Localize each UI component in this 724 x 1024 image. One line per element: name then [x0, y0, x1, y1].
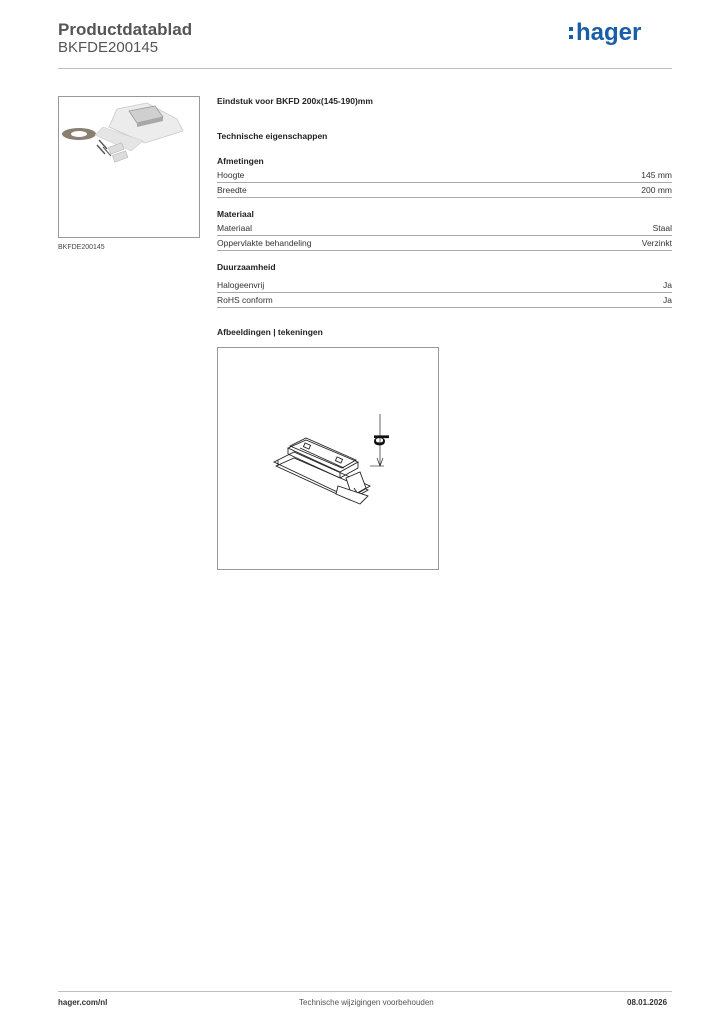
footer-website-link[interactable]: hager.com/nl	[58, 998, 108, 1007]
row-value: Ja	[663, 280, 672, 290]
row-label: Hoogte	[217, 170, 245, 180]
technical-heading: Technische eigenschappen	[217, 131, 328, 141]
group-title: Duurzaamheid	[217, 262, 276, 272]
group-afmetingen	[217, 156, 672, 198]
header-divider	[58, 68, 672, 69]
dimension-label: b	[369, 434, 391, 447]
table-row	[217, 236, 672, 251]
drawings-heading: Afbeeldingen | tekeningen	[217, 327, 323, 337]
row-value: Ja	[663, 295, 672, 305]
row-label: RoHS conform	[217, 295, 273, 305]
table-row	[217, 278, 672, 293]
product-name: Eindstuk voor BKFD 200x(145-190)mm	[217, 96, 373, 106]
technical-drawing	[217, 347, 439, 570]
table-row	[217, 221, 672, 236]
row-label: Materiaal	[217, 223, 252, 233]
logo-text: hager	[576, 19, 642, 46]
row-label: Breedte	[217, 185, 247, 195]
row-value: 200 mm	[641, 185, 672, 195]
product-thumbnail	[58, 96, 200, 238]
footer-disclaimer: Technische wijzigingen voorbehouden	[299, 998, 434, 1007]
row-value: Staal	[652, 223, 672, 233]
table-row	[217, 293, 672, 308]
page-title: Productdatablad	[58, 20, 193, 39]
group-title: Materiaal	[217, 209, 254, 219]
group-title: Afmetingen	[217, 156, 264, 166]
hager-logo	[567, 16, 657, 48]
row-value: 145 mm	[641, 170, 672, 180]
row-value: Verzinkt	[641, 238, 672, 248]
row-label: Halogeenvrij	[217, 280, 265, 290]
table-row	[217, 168, 672, 183]
article-number: BKFDE200145	[58, 39, 159, 56]
footer-date: 08.01.2026	[627, 998, 668, 1007]
drawing-svg	[218, 348, 438, 569]
table-row	[217, 183, 672, 198]
group-materiaal	[217, 209, 672, 251]
footer-divider	[58, 991, 672, 992]
row-label: Oppervlakte behandeling	[217, 238, 312, 248]
product-photo	[59, 97, 199, 237]
group-duurzaamheid	[217, 262, 672, 308]
thumbnail-caption: BKFDE200145	[58, 244, 105, 251]
